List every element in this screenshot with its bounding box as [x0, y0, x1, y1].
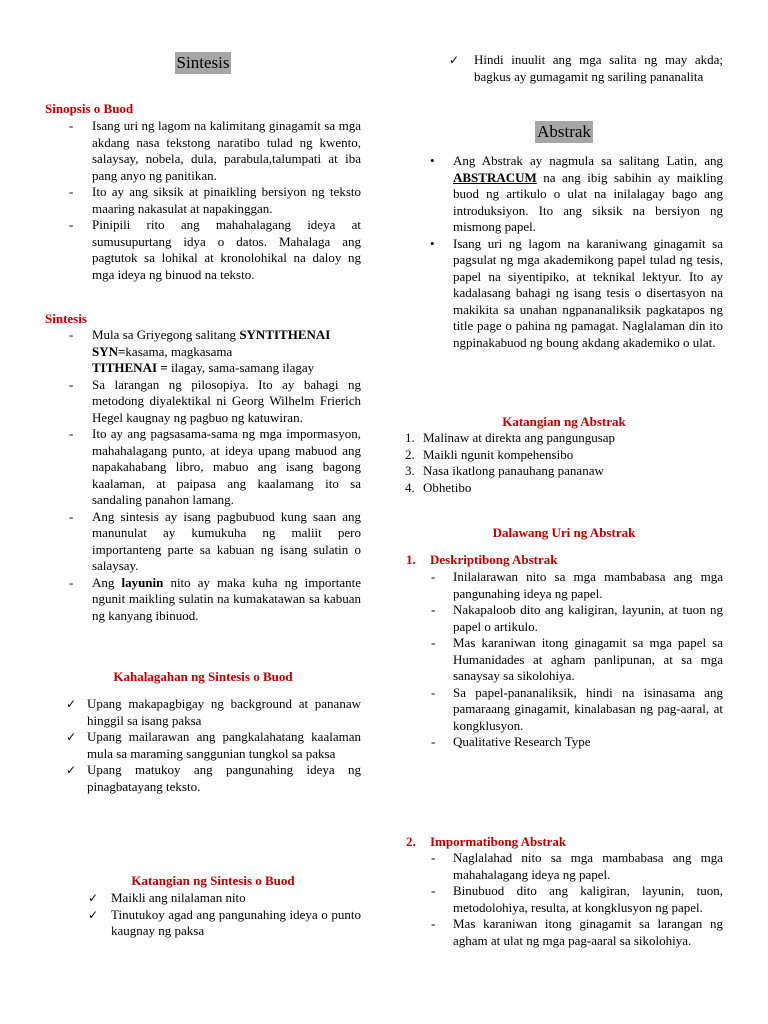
- abstrak-item-text: Isang uri ng lagom na karaniwang ginagamit sa pagsulat ng mga akademikong papel tulad ng tesis, papel na siyentipiko, at teknikal lektyur. Ito ay kadalasang bahagi ng isang tesis o disertasyon na makikita sa unahan ngpananaliksik pagkatapos ng title page o pahina ng pamagat. Naglalaman din ito ngpinakabuod ng boung akdang akademiko o ulat.: [453, 235, 723, 350]
- kahalagahan-item-text: Upang makapagbigay ng background at pananaw hinggil sa isang paksa: [87, 696, 361, 728]
- abstrak-origin-text: Ang Abstrak ay nagmula sa salitang Latin, ang: [453, 153, 723, 168]
- etymology-syn-meaning: kasama, magkasama: [125, 343, 233, 359]
- list-item: [405, 153, 723, 236]
- list-number: 4.: [405, 479, 415, 495]
- katangian-sintesis-heading: Katangian ng Sintesis o Buod: [131, 873, 295, 888]
- list-item: [405, 734, 723, 751]
- kahalagahan-list: [45, 696, 361, 795]
- deskriptibo-item-text: Sa papel-pananaliksik, hindi na isinasama ang pamaraang ginagamit, kinalabasan ng pag-aaral, at kongklusyon.: [453, 684, 723, 733]
- kahalagahan-item-text: Upang mailarawan ang pangkalahatang kaalaman mula sa maraming sanggunian tungkol sa paksa: [87, 729, 361, 761]
- dash-marker: -: [69, 426, 74, 441]
- abstrak-title: [405, 121, 723, 143]
- list-item: [45, 184, 361, 217]
- sinopsis-heading: Sinopsis o Buod: [45, 101, 134, 116]
- etymology-tithenai-meaning: ilagay, sama-samang ilagay: [167, 360, 315, 375]
- list-item: [405, 916, 723, 949]
- impormatibo-list: [405, 850, 723, 949]
- layunin-rest: nito ay maka kuha ng importante ngunit maikling sulatin na kumakatawan sa kabuan ng kanyang ibinuod.: [92, 574, 361, 623]
- uri-heading: Dalawang Uri ng Abstrak: [492, 525, 636, 540]
- list-item: [405, 236, 723, 352]
- deskriptibo-item-text: Qualitative Research Type: [453, 734, 591, 749]
- sintesis-heading: Sintesis: [45, 311, 87, 326]
- checkmark-icon: ✓: [88, 907, 99, 922]
- dash-marker: -: [431, 635, 436, 650]
- list-item: [45, 575, 361, 625]
- abstrak-title-text: Abstrak: [537, 122, 591, 141]
- layunin-term: layunin: [121, 574, 164, 590]
- type-name: Impormatibong Abstrak: [430, 834, 567, 849]
- katangian-abstrak-text: Maikli ngunit kompehensibo: [423, 446, 574, 462]
- list-item: [405, 635, 723, 685]
- sinopsis-item-text: Ito ay ang siksik at pinaikling bersiyon ng teksto maaring nakasulat at napakinggan.: [92, 184, 361, 216]
- list-item: [405, 850, 723, 883]
- checkmark-icon: ✓: [88, 891, 99, 905]
- continued-item-text: Hindi inuulit ang mga salita ng may akda; bagkus ay gumagamit ng sariling pananalita: [474, 52, 723, 84]
- type-number: 1.: [406, 552, 416, 567]
- abstrak-origin-rest: na ang ibig sabihin ay maikling buod ng artikulo o ulat na inilalagay bago ang introduksiyon. Ito ang siksik na bersiyon ng mismong papel.: [453, 169, 723, 234]
- type-name: Deskriptibong Abstrak: [430, 552, 558, 567]
- deskriptibo-heading-row: [405, 552, 723, 569]
- deskriptibo-item-text: Nakapaloob dito ang kaligiran, layunin, at tuon ng papel o artikulo.: [453, 602, 723, 634]
- katangian-abstrak-text: Malinaw at direkta ang pangungusap: [423, 430, 616, 445]
- abstrak-list: [405, 153, 723, 351]
- dash-marker: -: [69, 376, 74, 392]
- list-number: 1.: [405, 430, 415, 445]
- kahalagahan-heading: Kahalagahan ng Sintesis o Buod: [113, 669, 293, 684]
- checkmark-icon: ✓: [66, 730, 77, 744]
- impormatibo-heading-row: [405, 834, 723, 851]
- list-number: 2.: [405, 446, 415, 462]
- list-item: [405, 883, 723, 916]
- list-item: [45, 217, 361, 283]
- list-item: [45, 377, 361, 427]
- etymology-syn: SYN=: [92, 343, 126, 359]
- etymology-term: SYNTITHENAI: [239, 327, 331, 342]
- checkmark-icon: ✓: [66, 697, 77, 711]
- list-item: [405, 52, 723, 85]
- katangian-sintesis-list: [45, 890, 361, 940]
- etymology-text: Mula sa Griyegong salitang: [92, 327, 240, 342]
- deskriptibo-item-text: Mas karaniwan itong ginagamit sa mga papel sa Humanidades at agham panlipunan, at sa mga sanaysay sa sikolohiya.: [453, 635, 723, 683]
- list-item: [405, 480, 723, 497]
- list-item: [45, 729, 361, 762]
- impormatibo-item-text: Naglalahad nito sa mga mambabasa ang mga mahahalagang ideya ng papel.: [453, 850, 723, 882]
- list-item: [45, 509, 361, 575]
- sintesis-item-text: Ito ay ang pagsasama-sama ng mga impormasyon, mahahalagang punto, at ideya upang mabuod ang napakahabang libro, mabuo ang isang bagong kaalaman, at paipasa ang kaalamang ito sa sandaling panahon lamang.: [92, 426, 361, 507]
- checkmark-icon: ✓: [66, 763, 77, 777]
- list-item: [405, 430, 723, 447]
- sinopsis-list: [45, 118, 361, 283]
- sintesis-list: [45, 327, 361, 624]
- impormatibo-item-text: Mas karaniwan itong ginagamit sa larangan ng agham at ulat ng mga pag-aaral sa sikolohiya.: [453, 916, 723, 948]
- katangian-abstrak-list: [405, 430, 723, 496]
- impormatibo-item-text: Binubuod dito ang kaligiran, layunin, tuon, metodolohiya, resulta, at kongklusyon ng papel.: [453, 883, 723, 915]
- list-item: [405, 569, 723, 602]
- list-item: [45, 696, 361, 729]
- type-number: 2.: [406, 834, 416, 849]
- sintesis-item-text: Sa larangan ng pilosopiya. Ito ay bahagi ng metodong diyalektikal ni Georg Wilhelm Frierich Hegel kaugnay ng pagbuo ng katuwiran.: [92, 376, 361, 425]
- list-item: [45, 762, 361, 795]
- katangian-abstrak-heading: Katangian ng Abstrak: [502, 414, 626, 429]
- katangian-abstrak-text: Nasa ikatlong panauhang pananaw: [423, 463, 604, 478]
- dash-marker: -: [69, 184, 74, 199]
- sinopsis-item-text: Pinipili rito ang mahahalagang ideya at sumusupurtang idya o datos. Mahalaga ang pagtutok sa lohikal at kronolohikal na daloy ng mga ideya ng binuod na teksto.: [92, 217, 361, 282]
- abstracum-term: ABSTRACUM: [453, 169, 537, 185]
- etymology-tithenai: TITHENAI =: [92, 360, 168, 375]
- list-item: [405, 685, 723, 735]
- dash-marker: -: [431, 883, 436, 898]
- dash-marker: -: [431, 734, 436, 749]
- sintesis-title-text: Sintesis: [176, 53, 230, 72]
- sintesis-title: [45, 52, 361, 74]
- katangian-item-text: Maikli ang nilalaman nito: [111, 890, 246, 905]
- dash-marker: -: [69, 118, 74, 133]
- list-item: [45, 426, 361, 509]
- bullet-marker: •: [430, 153, 435, 168]
- deskriptibo-item-text: Inilalarawan nito sa mga mambabasa ang mga pangunahing ideya ng papel.: [453, 569, 723, 601]
- dash-marker: -: [69, 508, 74, 524]
- deskriptibo-list: [405, 569, 723, 751]
- sintesis-item-text: Ang sintesis ay isang pagbubuod kung saan ang manunulat ay kumukuha ng maliit pero importanteng parte sa kabuan ng isang sulatin o salaysay.: [92, 508, 361, 573]
- dash-marker: -: [431, 916, 436, 931]
- checkmark-icon: ✓: [449, 53, 460, 67]
- kahalagahan-item-text: Upang matukoy ang pangunahing ideya ng pinagbatayang teksto.: [87, 762, 361, 794]
- list-item: [405, 602, 723, 635]
- list-item: [405, 463, 723, 480]
- list-item: [405, 447, 723, 464]
- dash-marker: -: [431, 602, 436, 617]
- dash-marker: -: [431, 850, 436, 865]
- dash-marker: -: [431, 569, 436, 584]
- impormatibo-heading: [405, 834, 723, 851]
- sinopsis-item-text: Isang uri ng lagom na kalimitang ginagamit sa mga akdang nasa tekstong naratibo tulad ng kwento, salaysay, nobela, dula, parabula,talumpati at iba pang anyo ng panitikan.: [92, 118, 361, 183]
- katangian-item-text: Tinutukoy agad ang pangunahing ideya o punto kaugnay ng paksa: [111, 906, 361, 938]
- list-item: [45, 907, 361, 940]
- dash-marker: -: [431, 684, 436, 700]
- continued-list: [405, 52, 723, 85]
- list-item: [45, 890, 361, 907]
- dash-marker: -: [69, 217, 74, 232]
- list-number: 3.: [405, 463, 415, 478]
- dash-marker: -: [69, 574, 74, 590]
- list-item: [45, 327, 361, 377]
- layunin-text: Ang: [92, 574, 122, 590]
- katangian-abstrak-text: Obhetibo: [423, 479, 472, 495]
- bullet-marker: •: [430, 235, 435, 251]
- dash-marker: -: [69, 327, 74, 342]
- deskriptibo-heading: [405, 552, 723, 569]
- list-item: [45, 118, 361, 184]
